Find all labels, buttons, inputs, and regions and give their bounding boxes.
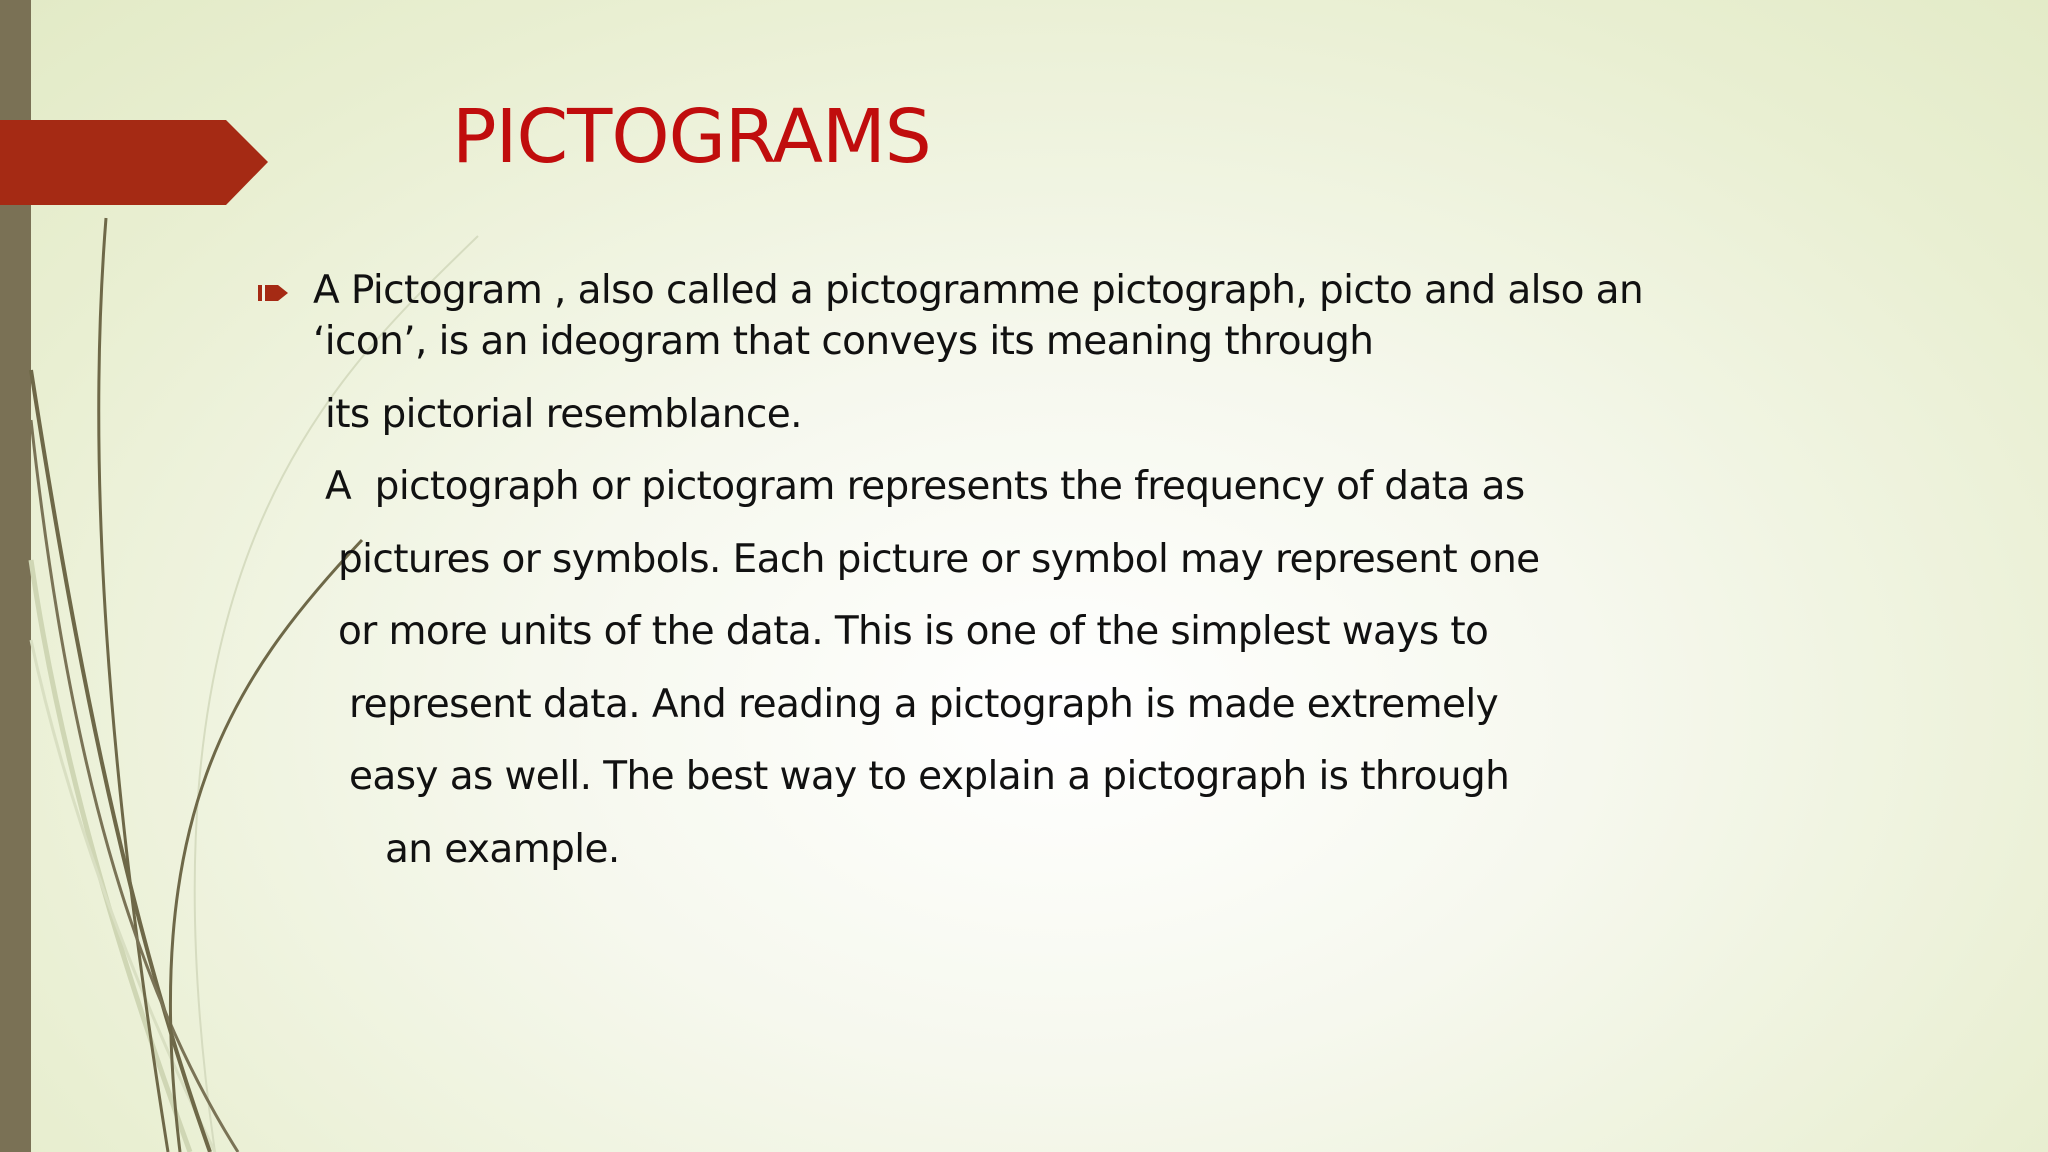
body-text-line: A pictograph or pictogram represents the frequency of data as: [325, 464, 1525, 509]
body-text-line: represent data. And reading a pictograph is made extremely: [349, 682, 1499, 727]
arrow-bullet-icon: [258, 283, 290, 303]
bullet-text-line-2: ‘icon’, is an ideogram that conveys its meaning through: [313, 319, 1374, 364]
body-text-line: easy as well. The best way to explain a pictograph is through: [349, 754, 1510, 799]
body-text-line: its pictorial resemblance.: [325, 392, 802, 437]
title-arrow-banner: [0, 120, 268, 205]
body-text-line: an example.: [385, 827, 620, 872]
body-text-line: or more units of the data. This is one of the simplest ways to: [338, 609, 1489, 654]
body-text-line: pictures or symbols. Each picture or symbol may represent one: [338, 537, 1540, 582]
page-title: PICTOGRAMS: [452, 94, 931, 180]
bullet-text-line-1: A Pictogram , also called a pictogramme pictograph, picto and also an: [313, 268, 1644, 313]
